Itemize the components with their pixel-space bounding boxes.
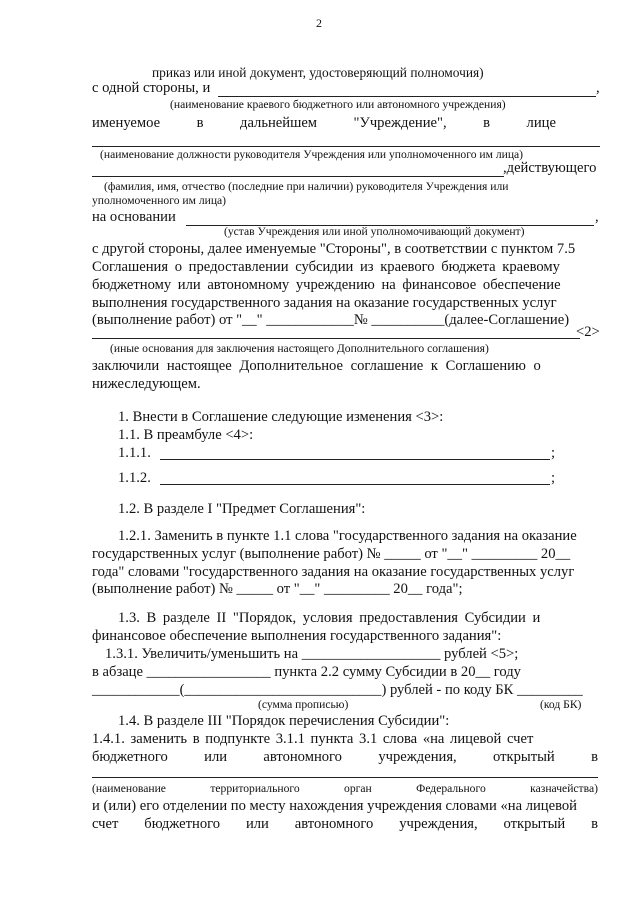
fill-line bbox=[92, 176, 504, 177]
line-31: 1.3.1. Увеличить/уменьшить на ___________________ рублей <5>; bbox=[105, 646, 519, 662]
line-2b: , bbox=[596, 80, 600, 96]
line-38: (наименование территориального орган Федерального казначейства) bbox=[92, 782, 598, 795]
line-2a: с одной стороны, и bbox=[92, 80, 211, 96]
line-22a: 1.1.1. bbox=[118, 445, 151, 461]
line-5: (наименование должности руководителя Учреждения или уполномоченного им лица) bbox=[100, 148, 524, 161]
fill-line bbox=[92, 777, 598, 778]
line-18: заключили настоящее Дополнительное соглашение к Соглашению о bbox=[92, 358, 541, 374]
line-16: <2> bbox=[576, 324, 600, 340]
line-17: (иные основания для заключения настоящего Дополнительного соглашения) bbox=[110, 342, 489, 355]
line-34b: (код БК) bbox=[540, 698, 582, 711]
line-6: ,действующего bbox=[503, 160, 597, 176]
line-24: 1.2. В разделе I "Предмет Соглашения": bbox=[118, 501, 366, 517]
line-12: Соглашения о предоставлении субсидии из краевого бюджета краевому bbox=[92, 259, 560, 275]
line-23b: ; bbox=[551, 470, 556, 486]
line-15: (выполнение работ) от "__" ____________№ __________(далее-Соглашение) bbox=[92, 312, 570, 328]
line-36: 1.4.1. заменить в подпункте 3.1.1 пункта 3.1 слова «на лицевой счет bbox=[92, 731, 534, 747]
line-30: финансовое обеспечение выполнения государственного задания": bbox=[92, 628, 502, 644]
line-9b: , bbox=[595, 209, 599, 225]
line-22b: ; bbox=[551, 445, 556, 461]
line-34a: (сумма прописью) bbox=[258, 698, 349, 711]
line-32: в абзаце _________________ пункта 2.2 сумму Субсидии в 20__ году bbox=[92, 664, 521, 680]
line-35: 1.4. В разделе III "Порядок перечисления Субсидии": bbox=[118, 713, 450, 729]
line-13: бюджетному или автономному учреждению на финансовое обеспечение bbox=[92, 277, 561, 293]
fill-line bbox=[92, 146, 600, 147]
line-26: государственных услуг (выполнение работ) № _____ от "__" _________ 20__ bbox=[92, 546, 571, 562]
fill-line bbox=[92, 338, 580, 339]
line-20: 1. Внести в Соглашение следующие изменения <3>: bbox=[118, 409, 444, 425]
line-21: 1.1. В преамбуле <4>: bbox=[118, 427, 254, 443]
line-39: и (или) его отделении по месту нахождения учреждения словами «на лицевой bbox=[92, 798, 577, 814]
page-number: 2 bbox=[316, 16, 322, 30]
line-11: с другой стороны, далее именуемые "Стороны", в соответствии с пунктом 7.5 bbox=[92, 241, 576, 257]
line-4: именуемое в дальнейшем "Учреждение", в лице bbox=[92, 115, 556, 131]
line-7: (фамилия, имя, отчество (последние при наличии) руководителя Учреждения или bbox=[104, 180, 509, 193]
line-27: года" словами "государственного задания на оказание государственных услуг bbox=[92, 564, 575, 580]
line-37: бюджетного или автономного учреждения, открытый в bbox=[92, 749, 598, 765]
line-28: (выполнение работ) № _____ от "__" _________ 20__ года"; bbox=[92, 581, 463, 597]
line-3: (наименование краевого бюджетного или автономного учреждения) bbox=[170, 98, 506, 111]
line-9a: на основании bbox=[92, 209, 176, 225]
line-33: ____________(___________________________) рублей - по коду БК _________ bbox=[92, 682, 583, 698]
line-23a: 1.1.2. bbox=[118, 470, 151, 486]
line-19: нижеследующем. bbox=[92, 376, 201, 392]
line-10: (устав Учреждения или иной уполномочивающий документ) bbox=[224, 225, 525, 238]
line-40: счет бюджетного или автономного учреждения, открытый в bbox=[92, 816, 598, 832]
line-29: 1.3. В разделе II "Порядок, условия предоставления Субсидии и bbox=[118, 610, 541, 626]
line-25: 1.2.1. Заменить в пункте 1.1 слова "государственного задания на оказание bbox=[118, 528, 577, 544]
fill-line bbox=[160, 459, 550, 460]
fill-line bbox=[160, 484, 550, 485]
line-1: приказ или иной документ, удостоверяющий полномочия) bbox=[152, 65, 484, 80]
fill-line bbox=[218, 96, 596, 97]
line-8: уполномоченного им лица) bbox=[92, 194, 227, 207]
line-14: выполнения государственного задания на оказание государственных услуг bbox=[92, 295, 557, 311]
